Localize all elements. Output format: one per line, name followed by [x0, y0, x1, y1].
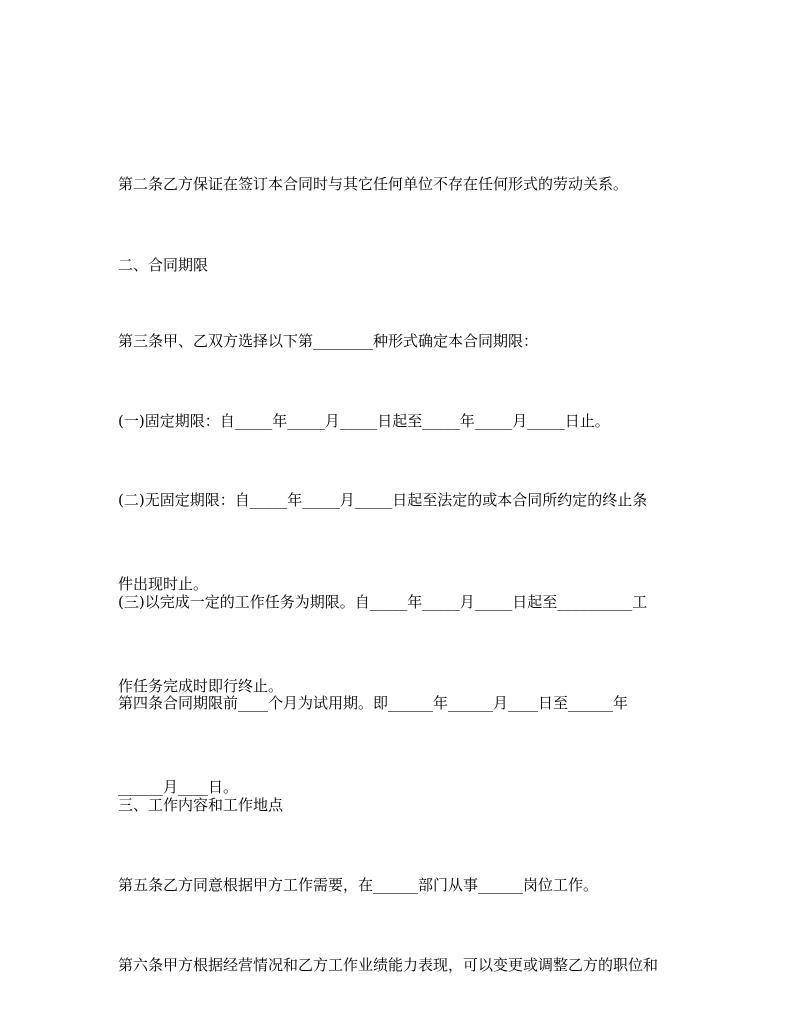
- text-line: (二)无固定期限：自_____年_____月_____日起至法定的或本合同所约定的终止条: [118, 491, 648, 509]
- text-line: 第五条乙方同意根据甲方工作需要，在______部门从事______岗位工作。: [118, 876, 599, 894]
- text-line: 第三条甲、乙双方选择以下第________种形式确定本合同期限：: [118, 332, 539, 350]
- text-line: (三)以完成一定的工作任务为期限。自_____年_____月_____日起至__________工: [118, 593, 648, 611]
- text-line: 二、合同期限: [118, 256, 209, 274]
- text-line: 第四条合同期限前____个月为试用期。即______年______月____日至______年: [118, 694, 629, 712]
- text-line: ______月____日。: [118, 778, 239, 796]
- text-line: 三、工作内容和工作地点: [118, 796, 284, 814]
- text-line: (一)固定期限：自_____年_____月_____日起至_____年_____月_____日止。: [118, 412, 610, 430]
- text-line: 作任务完成时即行终止。: [118, 677, 284, 695]
- text-line: 第六条甲方根据经营情况和乙方工作业绩能力表现，可以变更或调整乙方的职位和: [118, 956, 659, 974]
- article-6-adjustment: [118, 895, 688, 1035]
- text-line: 第二条乙方保证在签订本合同时与其它任何单位不存在任何形式的劳动关系。: [118, 175, 629, 193]
- text-line: 件出现时止。: [118, 575, 209, 593]
